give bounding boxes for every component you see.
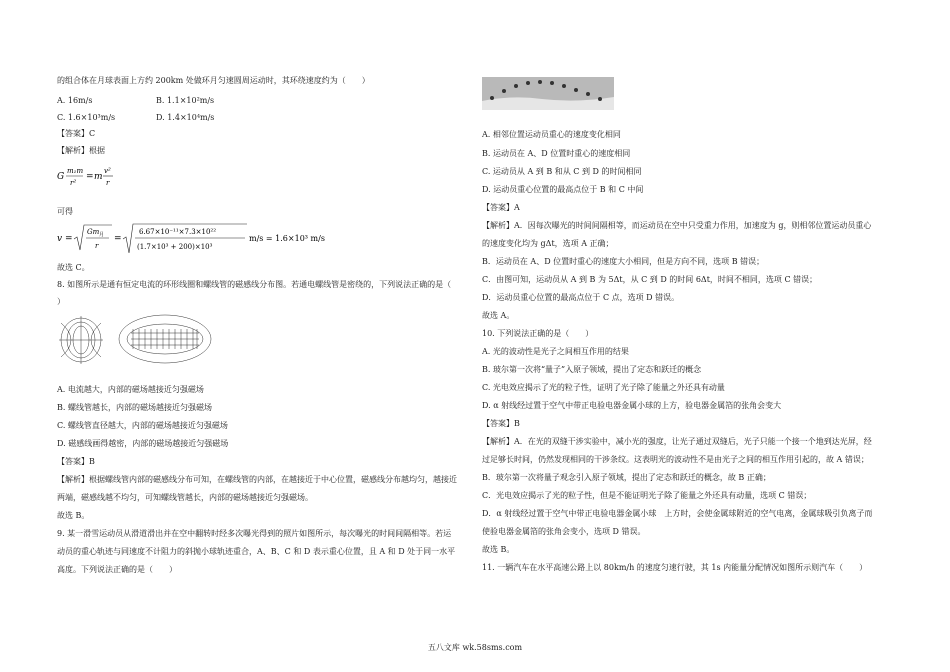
q8-stem-line2: ）	[57, 297, 65, 306]
svg-text:m₁m: m₁m	[67, 167, 84, 175]
q7-option-d: D. 1.4×10⁴m/s	[156, 113, 215, 122]
svg-text:v: v	[57, 234, 63, 244]
q10-option-a: A. 光的波动性是光子之间相互作用的结果	[482, 347, 629, 356]
svg-text:(1.7×10³ + 200)×10³: (1.7×10³ + 200)×10³	[137, 243, 213, 251]
q10-explanation-line1: 【解析】A．在光的双缝干涉实验中，减小光的强度，让光子通过双缝后，光子只能一个接一个地到达光屏，经	[482, 437, 872, 446]
svg-text:=: =	[114, 234, 122, 244]
skier-multi-exposure-photo	[482, 77, 614, 110]
q8-option-a: A. 电流越大，内部的磁场越接近匀强磁场	[57, 385, 204, 394]
q9-option-a: A. 相邻位置运动员重心的速度变化相同	[482, 130, 621, 139]
page-footer: 五八文库 wk.58sms.com	[427, 643, 523, 652]
q9-stem-line2: 动员的重心轨迹与同速度不计阻力的斜抛小球轨迹重合，A、B、C 和 D 表示重心位置，且 A 和 D 处于同一水平	[57, 547, 456, 556]
svg-text:r²: r²	[70, 179, 77, 187]
svg-text:v²: v²	[104, 167, 111, 175]
q7-explanation: 【解析】根据	[57, 146, 105, 155]
formula-velocity	[57, 220, 347, 256]
svg-text:r: r	[95, 242, 99, 250]
q9-option-b: B. 运动员在 A、D 位置时重心的速度相同	[482, 149, 631, 158]
q9-explanation-line3: B．运动员在 A、D 位置时重心的速度大小相同，但是方向不同，选项 B 错误；	[482, 257, 765, 266]
q8-answer: 【答案】B	[57, 457, 95, 466]
q9-stem-line1: 9. 某一滑雪运动员从滑道滑出并在空中翻转时经多次曝光得到的照片如图所示，每次曝光的时间间隔相等。若运	[57, 529, 452, 538]
q10-explanation-line5: D．α 射线经过置于空气中带正电验电器金属小球 上方时，会使金属球附近的空气电离，金属球吸引负离子而	[482, 509, 873, 518]
q9-stem-line3: 高度。下列说法正确的是（ ）	[57, 565, 177, 574]
kede-text: 可得	[57, 207, 73, 216]
q10-option-c: C. 光电效应揭示了光的粒子性，证明了光子除了能量之外还具有动量	[482, 383, 725, 392]
q10-explanation-line4: C．光电效应揭示了光的粒子性，但是不能证明光子除了能量之外还具有动量，选项 C 错误；	[482, 491, 812, 500]
q8-figure	[57, 313, 212, 365]
svg-text:6.67×10⁻¹¹×7.3×10²²: 6.67×10⁻¹¹×7.3×10²²	[139, 228, 217, 236]
q8-stem-line1: 8. 如图所示是通有恒定电流的环形线圈和螺线管的磁感线分布图。若通电螺线管是密绕的，下列说法正确的是（	[57, 280, 452, 289]
q9-option-d: D. 运动员重心位置的最高点位于 B 和 C 中间	[482, 185, 644, 194]
q8-conclusion: 故选 B。	[57, 511, 90, 520]
q10-explanation-line2: 过足够长时间，仍然发现相同的干涉条纹。这表明光的波动性不是由光子之间的相互作用引起的，故 A 错误；	[482, 455, 869, 464]
q11-stem: 11. 一辆汽车在水平高速公路上以 80km/h 的速度匀速行驶，其 1s 内能量分配情况如图所示则汽车（ ）	[482, 563, 868, 572]
svg-text:Gm: Gm	[87, 228, 100, 236]
q7-option-c: C. 1.6×10³m/s	[57, 113, 116, 122]
q7-answer: 【答案】C	[57, 129, 96, 138]
formula-gravitation	[57, 160, 177, 192]
q10-explanation-line3: B．玻尔第一次将量子观念引入原子领域，提出了定态和跃迁的概念，故 B 正确；	[482, 473, 771, 482]
q10-option-d: D. α 射线经过置于空气中带正电验电器金属小球的上方，验电器金属箔的张角会变大	[482, 401, 782, 410]
q10-explanation-line6: 使验电器金属箔的张角会变小，选项 D 错误。	[482, 527, 646, 536]
q9-explanation-line1: 【解析】A．因每次曝光的时间间隔相等，而运动员在空中只受重力作用，加速度为 g，则相邻位置运动员重心	[482, 221, 872, 230]
q7-option-b: B. 1.1×10²m/s	[156, 96, 215, 105]
q9-explanation-line2: 的速度变化均为 gΔt，选项 A 正确；	[482, 239, 614, 248]
svg-text:m/s = 1.6×10³ m/s: m/s = 1.6×10³ m/s	[249, 234, 325, 243]
q10-conclusion: 故选 B。	[482, 545, 515, 554]
solenoid-figure	[119, 315, 211, 363]
q10-answer: 【答案】B	[482, 419, 520, 428]
q8-explanation-line2: 两端，磁感线越不均匀，可知螺线管越长，内部的磁场越接近匀强磁场。	[57, 493, 313, 502]
q9-answer: 【答案】A	[482, 203, 520, 212]
q9-conclusion: 故选 A。	[482, 311, 515, 320]
q9-explanation-line5: D．运动员重心位置的最高点位于 C 点，选项 D 错误。	[482, 293, 680, 302]
svg-text:m: m	[94, 172, 103, 182]
q8-option-b: B. 螺线管越长，内部的磁场越接近匀强磁场	[57, 403, 212, 412]
svg-text:月: 月	[99, 232, 105, 238]
ring-coil-figure	[59, 316, 103, 364]
svg-text:=: =	[65, 234, 73, 244]
q8-option-c: C. 螺线管直径越大，内部的磁场越接近匀强磁场	[57, 421, 228, 430]
q9-option-c: C. 运动员从 A 到 B 和从 C 到 D 的时间相同	[482, 167, 642, 176]
svg-text:=: =	[86, 172, 94, 182]
q10-option-b: B. 玻尔第一次将“量子”入原子领域，提出了定态和跃迁的概念	[482, 365, 702, 374]
q9-explanation-line4: C．由图可知，运动员从 A 到 B 为 5Δt，从 C 到 D 的时间 6Δt，时间不相同，选项 C 错误；	[482, 275, 818, 284]
q7-option-a: A. 16m/s	[57, 96, 93, 105]
q7-stem-tail: 的组合体在月球表面上方约 200km 处做环月匀速圆周运动时，其环绕速度约为（ ）	[57, 76, 370, 85]
q8-explanation-line1: 【解析】根据螺线管内部的磁感线分布可知，在螺线管的内部，在越接近于中心位置，磁感线分布越均匀，越接近	[57, 475, 457, 484]
svg-text:r: r	[106, 179, 110, 187]
q8-option-d: D. 磁感线画得越密，内部的磁场越接近匀强磁场	[57, 439, 229, 448]
q10-stem: 10. 下列说法正确的是（ ）	[482, 329, 594, 338]
q7-conclusion: 故选 C。	[57, 263, 90, 272]
svg-text:G: G	[57, 172, 65, 182]
